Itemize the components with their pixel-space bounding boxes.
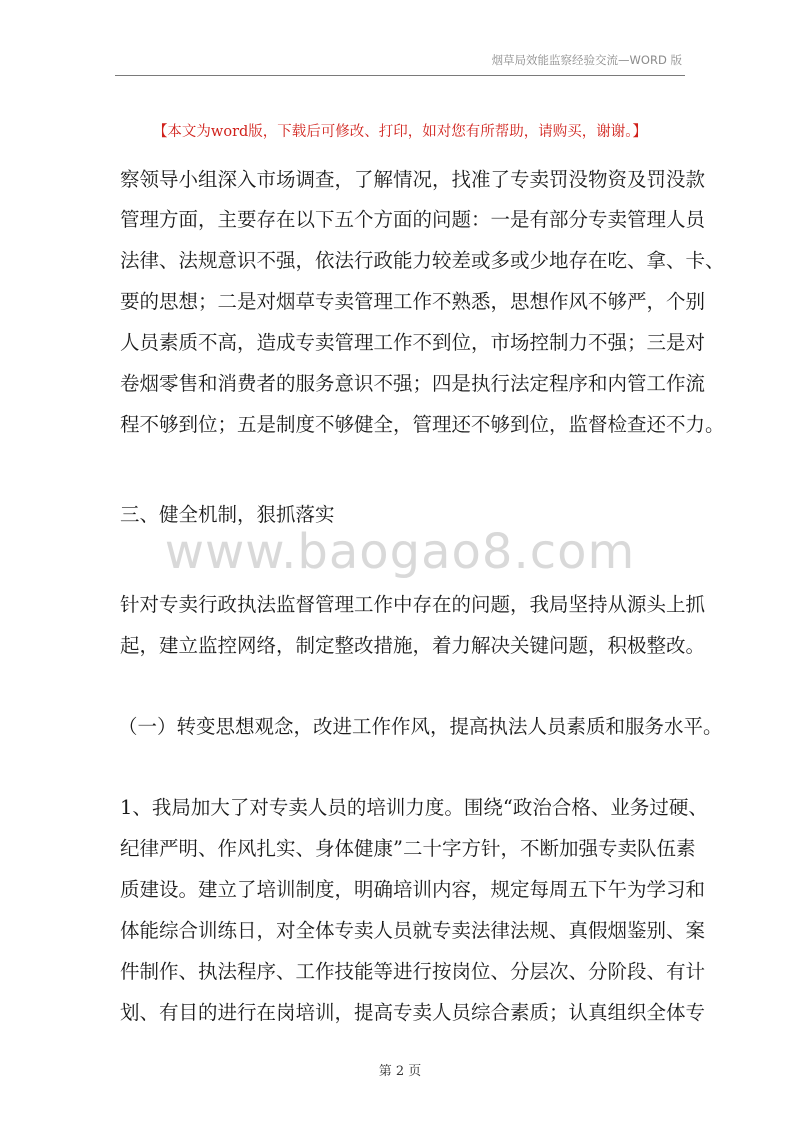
paragraph-line: 卷烟零售和消费者的服务意识不强；四是执行法定程序和内管工作流 [120,372,706,395]
section-heading: 三、健全机制，狠抓落实 [120,503,335,526]
paragraph-line: 起，建立监控网络，制定整改措施，着力解决关键问题，积极整改。 [120,634,706,657]
paragraph-line: 察领导小组深入市场调查，了解情况，找准了专卖罚没物资及罚没款 [120,168,706,191]
paragraph-line: 体能综合训练日，对全体专卖人员就专卖法律法规、真假烟鉴别、案 [120,919,706,942]
paragraph-line: 1、我局加大了对专卖人员的培训力度。围绕“政治合格、业务过硬、 [120,796,708,819]
paragraph-line: 划、有目的进行在岗培训，提高专卖人员综合素质；认真组织全体专 [120,1001,706,1024]
paragraph-line: 法律、法规意识不强，依法行政能力较差或多或少地存在吃、拿、卡、 [120,249,725,272]
subsection-heading: （一）转变思想观念，改进工作作风，提高执法人员素质和服务水平。 [118,715,723,738]
header-divider [115,75,685,76]
page-number: 第 2 页 [378,1064,422,1079]
header-title: 烟草局效能监察经验交流—WORD 版 [491,53,682,67]
paragraph-line: 人员素质不高，造成专卖管理工作不到位，市场控制力不强；三是对 [120,331,706,354]
watermark: www.baogao8.com [164,524,636,580]
paragraph-line: 针对专卖行政执法监督管理工作中存在的问题，我局坚持从源头上抓 [120,593,706,616]
paragraph-line: 质建设。建立了培训制度，明确培训内容，规定每周五下午为学习和 [120,878,706,901]
paragraph-line: 件制作、执法程序、工作技能等进行按岗位、分层次、分阶段、有计 [120,960,706,983]
paragraph-line: 纪律严明、作风扎实、身体健康”二十字方针，不断加强专卖队伍素 [120,837,696,860]
paragraph-line: 要的思想；二是对烟草专卖管理工作不熟悉，思想作风不够严，个别 [120,290,706,313]
paragraph-line: 管理方面，主要存在以下五个方面的问题：一是有部分专卖管理人员 [120,208,706,231]
paragraph-line: 程不够到位；五是制度不够健全，管理还不够到位，监督检查还不力。 [120,413,725,436]
purchase-notice: 【本文为word版，下载后可修改、打印，如对您有所帮助，请购买，谢谢。】 [152,124,648,140]
